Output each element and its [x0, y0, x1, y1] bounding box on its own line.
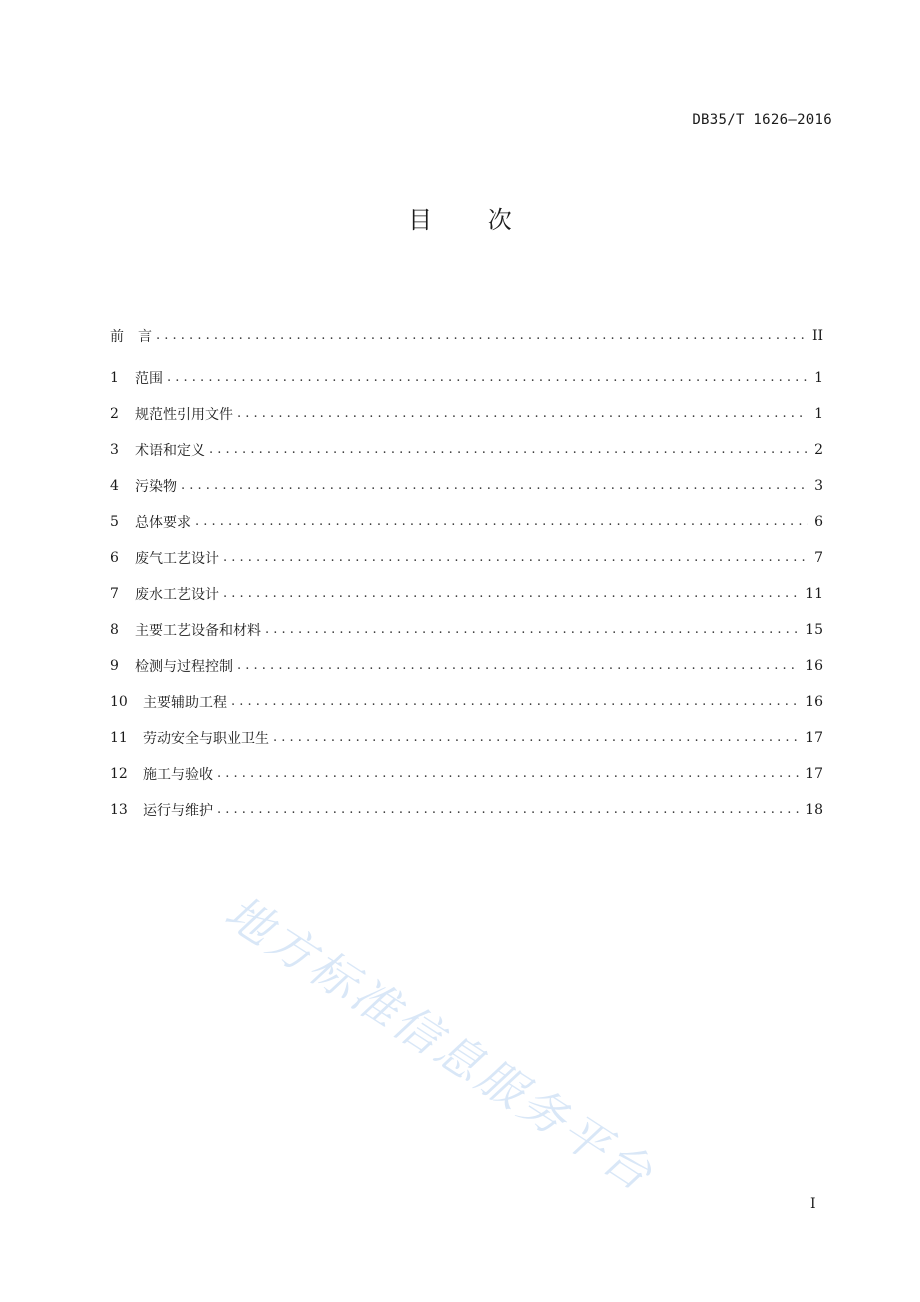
- toc-entry-page: 6: [814, 514, 823, 530]
- toc-entry[interactable]: [110, 582, 823, 606]
- toc-leader-dots: [217, 798, 799, 822]
- toc-entry-label: 主要工艺设备和材料: [135, 623, 261, 639]
- toc-entry-page: 7: [814, 550, 823, 566]
- toc-entry-label: 运行与维护: [143, 803, 213, 819]
- toc-entry[interactable]: [110, 474, 823, 498]
- toc-entry[interactable]: [110, 798, 823, 822]
- toc-entry-number: 3: [110, 442, 119, 458]
- toc-entry[interactable]: [110, 366, 823, 390]
- toc-entry[interactable]: [110, 438, 823, 462]
- toc-entry-page: 17: [805, 730, 823, 746]
- toc-entry-number: 4: [110, 478, 119, 494]
- toc-entry-page: 1: [814, 370, 823, 386]
- toc-leader-dots: [156, 324, 806, 348]
- toc-entry-page: 15: [805, 622, 823, 638]
- toc-entry[interactable]: [110, 762, 823, 786]
- toc-leader-dots: [195, 510, 808, 534]
- toc-entry-number: 5: [110, 514, 119, 530]
- toc-entry-label: 污染物: [135, 479, 177, 495]
- toc-entry-label: 术语和定义: [135, 443, 205, 459]
- toc-entry-page: 1: [814, 406, 823, 422]
- toc-entry-page: 16: [805, 694, 823, 710]
- toc-entry-label: 主要辅助工程: [143, 695, 227, 711]
- toc-entry-page: 16: [805, 658, 823, 674]
- toc-leader-dots: [265, 618, 799, 642]
- page-title: 目 次: [408, 206, 512, 234]
- toc-entry[interactable]: [110, 402, 823, 426]
- toc-entry-number: 8: [110, 622, 119, 638]
- toc-entry-page: 11: [805, 586, 823, 602]
- toc-entry[interactable]: [110, 726, 823, 750]
- toc-leader-dots: [209, 438, 808, 462]
- toc-entry[interactable]: [110, 654, 823, 678]
- toc-entry-number: 9: [110, 658, 119, 674]
- toc-entry-label: 废水工艺设计: [135, 587, 219, 603]
- toc-leader-dots: [237, 402, 808, 426]
- toc-entry-label: 劳动安全与职业卫生: [143, 731, 269, 747]
- toc-entry-number: 6: [110, 550, 119, 566]
- toc-entry-page: 3: [814, 478, 823, 494]
- toc-entry-label: 施工与验收: [143, 767, 213, 783]
- toc-entry-label: 范围: [135, 371, 163, 387]
- toc-entry[interactable]: [110, 546, 823, 570]
- toc-entry-label: 总体要求: [135, 515, 191, 531]
- toc-leader-dots: [223, 582, 799, 606]
- toc-entry-number: 7: [110, 586, 119, 602]
- toc-leader-dots: [231, 690, 799, 714]
- toc-leader-dots: [223, 546, 808, 570]
- toc-entry-page: 18: [805, 802, 823, 818]
- toc-entry-number: 11: [110, 730, 128, 746]
- toc-leader-dots: [237, 654, 799, 678]
- watermark: 地方标准信息服务平台: [215, 884, 665, 1203]
- toc-leader-dots: [167, 366, 808, 390]
- page-number: I: [810, 1196, 816, 1212]
- toc-entry[interactable]: [110, 324, 823, 348]
- toc-entry-number: 10: [110, 694, 128, 710]
- toc-entry-number: 13: [110, 802, 128, 818]
- toc-entry-page: 17: [805, 766, 823, 782]
- standard-code: DB35/T 1626—2016: [692, 112, 832, 128]
- toc-entry-label: 废气工艺设计: [135, 551, 219, 567]
- toc-entry-number: 1: [110, 370, 119, 386]
- toc-leader-dots: [273, 726, 799, 750]
- toc-entry-page: II: [811, 328, 823, 344]
- toc-entry-label: 检测与过程控制: [135, 659, 233, 675]
- toc-leader-dots: [181, 474, 808, 498]
- toc-entry-page: 2: [814, 442, 823, 458]
- toc-entry[interactable]: [110, 510, 823, 534]
- toc-entry-number: 12: [110, 766, 128, 782]
- toc-entry[interactable]: [110, 618, 823, 642]
- toc-entry-label: 规范性引用文件: [135, 407, 233, 423]
- toc-entry-label: 前 言: [110, 329, 152, 345]
- toc-leader-dots: [217, 762, 799, 786]
- toc-entry[interactable]: [110, 690, 823, 714]
- toc-entry-number: 2: [110, 406, 119, 422]
